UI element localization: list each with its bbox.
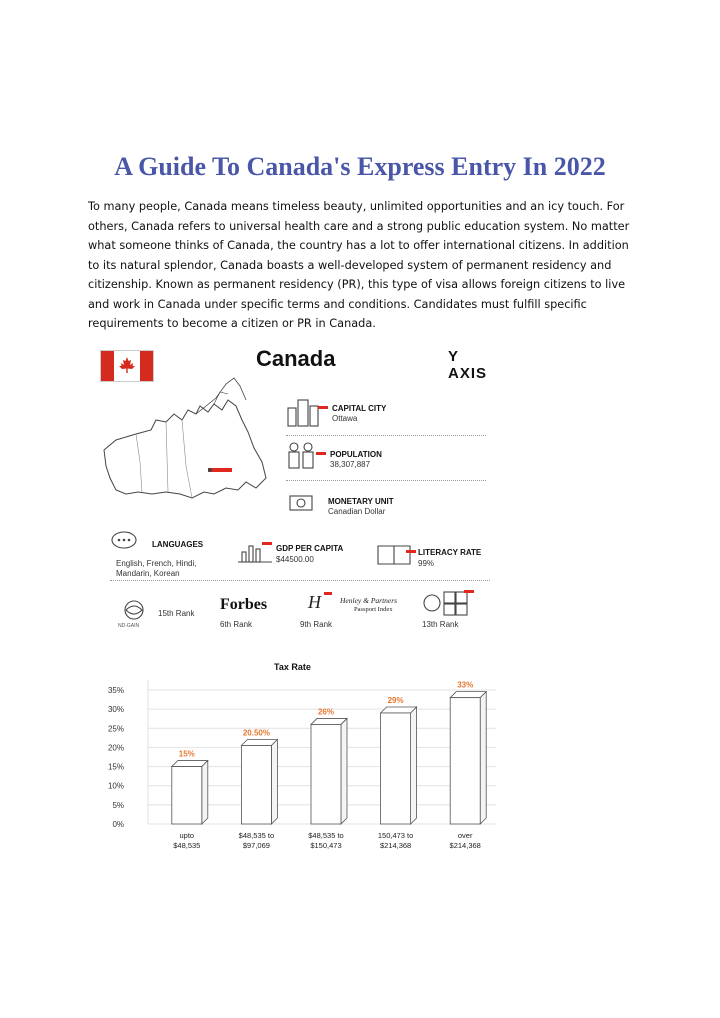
x-tick-label: $48,535 [173, 841, 201, 850]
bar-side [341, 718, 347, 824]
document-title: A Guide To Canada's Express Entry In 2022 [114, 152, 606, 181]
y-tick-label: 25% [107, 724, 124, 734]
undp-logo-icon [422, 588, 474, 618]
divider [286, 435, 486, 436]
nd-gain-rank: 15th Rank [158, 609, 195, 618]
y-tick-label: 20% [107, 743, 124, 753]
bar-side [271, 740, 277, 824]
gdp-value: $44500.00 [276, 555, 314, 564]
bar-value-label: 29% [387, 695, 404, 705]
country-name: Canada [256, 346, 336, 371]
divider [110, 580, 490, 581]
languages-value-line2: Mandarin, Korean [116, 569, 180, 578]
gdp-label: GDP PER CAPITA [276, 544, 344, 553]
x-tick-label: 150,473 to [377, 831, 414, 840]
capital-value: Ottawa [332, 414, 358, 423]
canada-infographic [96, 340, 498, 860]
divider [286, 480, 486, 481]
bar-value-label: 33% [457, 680, 474, 690]
y-tick-label: 10% [107, 781, 124, 791]
henley-rank: 9th Rank [300, 620, 333, 629]
book-icon [376, 542, 416, 566]
bar [381, 713, 411, 824]
y-tick-label: 0% [112, 820, 124, 829]
x-tick-label: $150,473 [310, 841, 342, 850]
bar-value-label: 26% [317, 707, 335, 717]
capital-label: CAPITAL CITY [332, 404, 387, 413]
brand-logo: Y AXIS [448, 348, 488, 382]
svg-text:H: H [308, 592, 321, 612]
bar-chart-icon [236, 538, 274, 564]
currency-value: Canadian Dollar [328, 507, 386, 516]
forbes-logo: Forbes [220, 596, 268, 613]
chart-title: Tax Rate [274, 662, 311, 672]
literacy-label: LITERACY RATE [418, 548, 482, 557]
x-tick-label: $97,069 [242, 841, 270, 850]
canada-map-icon [96, 370, 276, 530]
bar-side [480, 692, 486, 824]
x-tick-label: $48,535 to [238, 831, 275, 840]
nd-gain-logo-icon [120, 598, 148, 622]
forbes-rank: 6th Rank [220, 620, 253, 629]
people-icon [286, 440, 328, 470]
nd-gain-logo-text: ND-GAIN [118, 623, 140, 629]
undp-rank: 13th Rank [422, 620, 459, 629]
x-tick-label: upto [179, 831, 195, 840]
x-tick-label: $48,535 to [308, 831, 344, 840]
bar-value-label: 15% [178, 749, 195, 759]
bar-side [202, 761, 208, 824]
languages-label: LANGUAGES [152, 540, 204, 549]
henley-logo-line1: Henley & Partners [340, 596, 398, 605]
intro-paragraph: To many people, Canada means timeless beauty, unlimited opportunities and an icy touch. For others, Canada refers to universal health care and a strong public education system. No matter what someone thinks of Canada, the country has a lot to offer international citizens. In addition to its natural splendor, Canada boasts a well-developed system of permanent residency and citizenship. Known as permanent residency (PR), this type of visa allows foreign citizens to live and work in Canada under specific terms and conditions. Candidates must fulfill specific requirements to become a citizen or PR in Canada. [88, 200, 630, 330]
languages-value-line1: English, French, Hindi, [116, 559, 197, 568]
y-tick-label: 30% [107, 705, 124, 715]
x-tick-label: $214,368 [379, 841, 412, 850]
henley-logo-line2: Passport Index [354, 606, 393, 613]
money-icon [286, 488, 328, 518]
bar-side [411, 707, 417, 824]
currency-label: MONETARY UNIT [328, 497, 394, 506]
y-tick-label: 15% [107, 762, 124, 772]
y-tick-label: 5% [112, 800, 124, 810]
henley-logo-icon [306, 590, 336, 614]
population-label: POPULATION [330, 450, 382, 459]
population-value: 38,307,887 [330, 460, 371, 469]
bar [172, 767, 202, 824]
bar [311, 724, 341, 824]
x-tick-label: over [457, 831, 473, 840]
city-skyline-icon [286, 398, 328, 428]
y-tick-label: 35% [107, 686, 124, 695]
bar [450, 698, 480, 824]
bar-value-label: 20.50% [242, 728, 270, 738]
tax-rate-chart [96, 670, 498, 860]
bar [241, 746, 271, 824]
x-tick-label: $214,368 [449, 841, 481, 850]
speech-bubble-icon [110, 530, 142, 556]
literacy-value: 99% [418, 559, 435, 568]
